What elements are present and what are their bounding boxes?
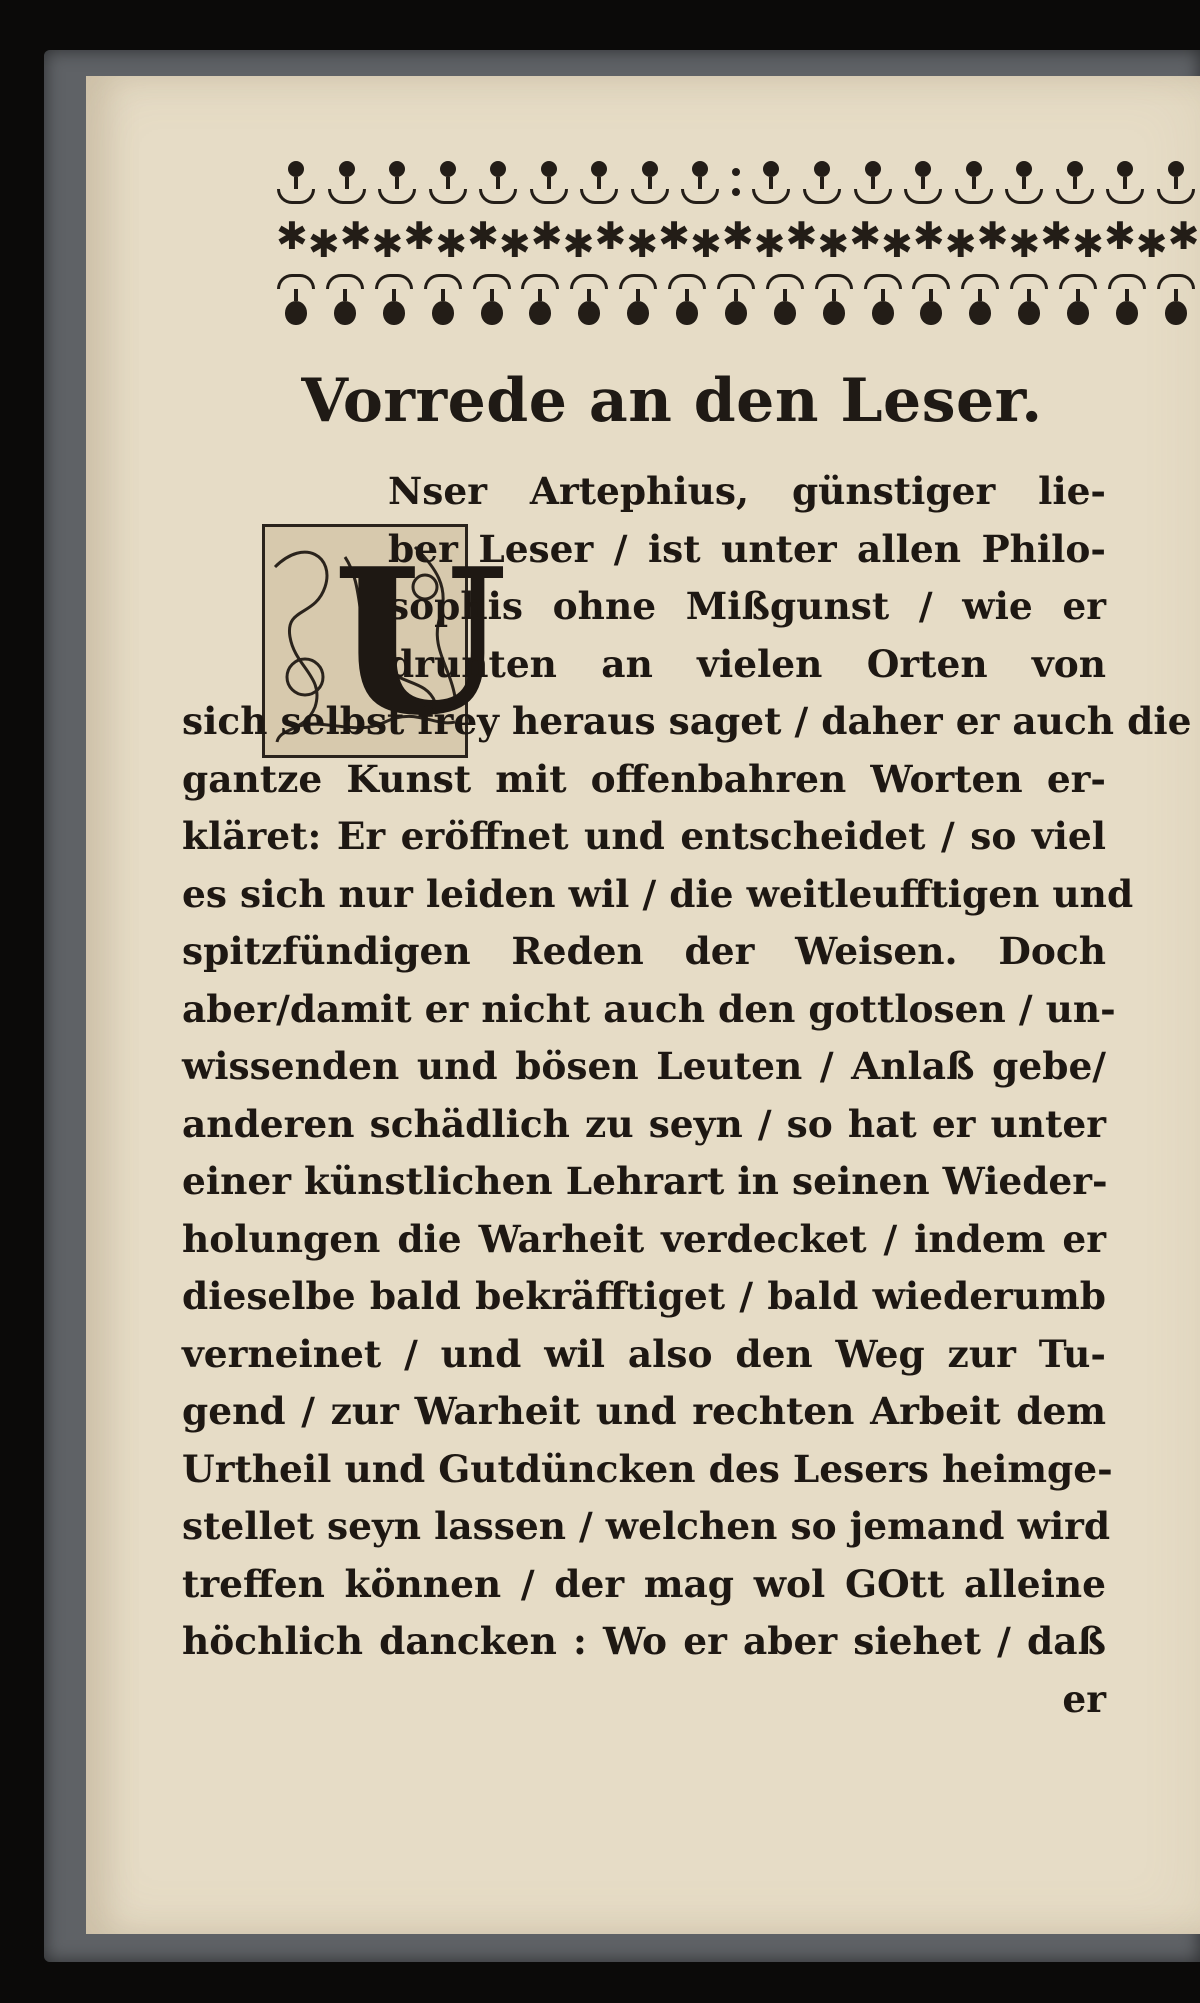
ornament-divider-icon: [731, 162, 741, 202]
text-line: drunten an vielen Orten von: [388, 641, 1106, 686]
fleuron-down-icon: [618, 271, 658, 327]
catchword: er: [1062, 1676, 1106, 1721]
asterisk-icon: ✱: [817, 222, 850, 266]
text-line: gend / zur Warheit und rechten Arbeit dem: [182, 1389, 1106, 1433]
text-line: wissenden und bösen Leuten / Anlaß gebe/: [182, 1044, 1106, 1088]
text-line: kläret: Er eröffnet und entscheidet / so viel: [182, 814, 1106, 858]
fleuron-up-icon: [1156, 154, 1196, 210]
asterisk-icon: ✱: [307, 222, 340, 266]
asterisk-icon: ✱: [944, 222, 977, 266]
text-line: es sich nur leiden wil / die weitleufftigen und: [182, 871, 1134, 916]
asterisk-icon: ✱: [403, 214, 436, 258]
fleuron-up-icon: [327, 154, 367, 210]
fleuron-up-icon: [630, 154, 670, 210]
fleuron-up-icon: [529, 154, 569, 210]
fleuron-down-icon: [863, 271, 903, 327]
text-line: spitzfündigen Reden der Weisen. Doch: [182, 929, 1106, 973]
fleuron-up-icon: [478, 154, 518, 210]
text-line: Nser Artephius, günstiger lie-: [388, 469, 1106, 513]
asterisk-icon: ✱: [849, 214, 882, 258]
text-line: aber/damit er nicht auch den gottlosen / un-: [182, 986, 1116, 1031]
asterisk-icon: ✱: [1040, 214, 1073, 258]
ornament-row-top: [276, 152, 1196, 212]
fleuron-down-icon: [276, 271, 316, 327]
text-line: Urtheil und Gutdüncken des Lesers heimge-: [182, 1446, 1113, 1491]
asterisk-icon: ✱: [1135, 222, 1168, 266]
asterisk-icon: ✱: [785, 214, 818, 258]
asterisk-icon: ✱: [976, 214, 1009, 258]
fleuron-down-icon: [911, 271, 951, 327]
asterisk-icon: ✱: [1167, 214, 1200, 258]
text-line: ber Leser / ist unter allen Philo-: [388, 526, 1106, 571]
fleuron-down-icon: [1009, 271, 1049, 327]
fleuron-down-icon: [325, 271, 365, 327]
asterisk-icon: ✱: [276, 214, 308, 258]
fleuron-down-icon: [814, 271, 854, 327]
text-line: holungen die Warheit verdecket / indem er: [182, 1216, 1106, 1261]
chapter-heading: Vorrede an den Leser.: [301, 366, 1043, 436]
text-line: anderen schädlich zu seyn / so hat er unter: [182, 1101, 1106, 1146]
asterisk-icon: ✱: [881, 222, 913, 266]
fleuron-up-icon: [428, 154, 468, 210]
text-line: verneinet / und wil also den Weg zur Tu-: [182, 1331, 1106, 1376]
fleuron-down-icon: [569, 271, 609, 327]
asterisk-icon: ✱: [721, 214, 754, 258]
asterisk-icon: ✱: [753, 222, 786, 266]
text-line: stellet seyn lassen / welchen so jemand wird: [182, 1504, 1111, 1548]
asterisk-icon: ✱: [1072, 222, 1104, 266]
fleuron-up-icon: [1055, 154, 1095, 210]
asterisk-icon: ✱: [658, 214, 690, 258]
fleuron-up-icon: [377, 154, 417, 210]
fleuron-up-icon: [276, 154, 316, 210]
fleuron-down-icon: [716, 271, 756, 327]
svg-text:U: U: [333, 525, 508, 760]
asterisk-icon: ✱: [626, 222, 659, 266]
fleuron-down-icon: [765, 271, 805, 327]
asterisk-icon: ✱: [594, 214, 627, 258]
asterisk-icon: ✱: [371, 222, 404, 266]
fleuron-down-icon: [423, 271, 463, 327]
asterisk-icon: ✱: [689, 222, 722, 266]
fleuron-down-icon: [472, 271, 512, 327]
text-line: gantze Kunst mit offenbahren Worten er-: [182, 756, 1106, 801]
asterisk-icon: ✱: [498, 222, 531, 266]
fleuron-up-icon: [903, 154, 943, 210]
asterisk-icon: ✱: [339, 214, 372, 258]
fleuron-up-icon: [579, 154, 619, 210]
fleuron-up-icon: [1105, 154, 1145, 210]
asterisk-icon: ✱: [1103, 214, 1136, 258]
fleuron-down-icon: [374, 271, 414, 327]
asterisk-icon: ✱: [562, 222, 595, 266]
asterisk-icon: ✱: [467, 214, 499, 258]
fleuron-down-icon: [960, 271, 1000, 327]
text-line: sophis ohne Mißgunst / wie er: [388, 584, 1106, 628]
fleuron-down-icon: [667, 271, 707, 327]
fleuron-up-icon: [954, 154, 994, 210]
asterisk-icon: ✱: [530, 214, 563, 258]
fleuron-up-icon: [853, 154, 893, 210]
fleuron-down-icon: [1107, 271, 1147, 327]
fleuron-up-icon: [1004, 154, 1044, 210]
fleuron-down-icon: [1156, 271, 1196, 327]
text-line: dieselbe bald bekräfftiget / bald wiederumb: [182, 1274, 1106, 1318]
ornament-row-bottom: [276, 266, 1196, 332]
text-line: höchlich dancken : Wo er aber siehet / daß: [182, 1619, 1106, 1663]
text-line: sich selbst frey heraus saget / daher er auch die: [182, 699, 1192, 743]
fleuron-up-icon: [751, 154, 791, 210]
asterisk-icon: ✱: [912, 214, 945, 258]
fleuron-up-icon: [802, 154, 842, 210]
fleuron-down-icon: [1058, 271, 1098, 327]
fleuron-up-icon: [680, 154, 720, 210]
asterisk-icon: ✱: [435, 222, 468, 266]
asterisk-icon: ✱: [1008, 222, 1041, 266]
text-line: einer künstlichen Lehrart in seinen Wieder-: [182, 1159, 1108, 1203]
ornament-row-stars: [276, 214, 1200, 266]
text-line: treffen können / der mag wol GOtt alleine: [182, 1561, 1106, 1606]
fleuron-down-icon: [520, 271, 560, 327]
